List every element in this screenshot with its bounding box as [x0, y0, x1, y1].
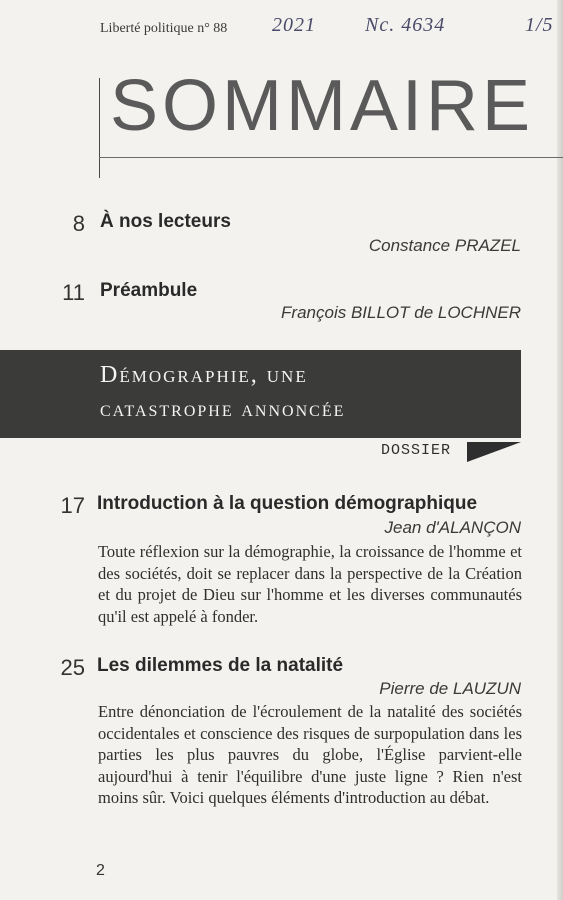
- entry-author: François BILLOT de LOCHNER: [281, 303, 521, 322]
- title-vertical-rule: [99, 78, 100, 178]
- entry-title[interactable]: Préambule: [100, 280, 198, 301]
- page-title: SOMMAIRE: [110, 66, 535, 146]
- entry-author: Constance PRAZEL: [368, 236, 521, 255]
- handwritten-year: 2021: [272, 14, 316, 36]
- article-title[interactable]: Introduction à la question démographique: [97, 493, 478, 514]
- article-summary: Entre dénonciation de l'écroulement de la natalité des sociétés occidentales et conscience des risques de surpopulation dans les parties les plus pauvres du globe, l'Église parvient-elle aujourd'hui à tenir l'équilibre d'une juste ligne ? Rien n'est moins sûr. Voici quelques éléments d'introduction au débat.: [98, 702, 522, 807]
- article-author: Jean d'ALANÇON: [384, 518, 521, 537]
- entry-title[interactable]: À nos lecteurs: [100, 211, 231, 232]
- entry-page-number: 8: [72, 211, 85, 236]
- dossier-tag: DOSSIER: [381, 442, 452, 459]
- article-title[interactable]: Les dilemmes de la natalité: [97, 655, 344, 676]
- handwritten-reference: Nc. 4634: [365, 14, 446, 36]
- section-title-line2: [100, 396, 345, 422]
- article-summary: Toute réflexion sur la démographie, la croissance de l'homme et des sociétés, doit se replacer dans la perspective de la Création et du projet de Dieu sur l'homme et les diverses communautés qu'il est appelé à fonder.: [98, 542, 522, 626]
- page-edge: [557, 0, 563, 900]
- title-horizontal-rule: [99, 157, 563, 158]
- handwritten-fraction: 1/5: [525, 14, 554, 36]
- dossier-flag-icon: [467, 442, 521, 462]
- entry-page-number: 11: [62, 280, 85, 305]
- section-title-line1-text: Démographie, une: [100, 362, 308, 388]
- page-number: 2: [96, 862, 105, 879]
- section-title-line1: [100, 362, 308, 389]
- article-page-number: 17: [60, 493, 85, 518]
- publication-header: Liberté politique n° 88: [100, 21, 228, 36]
- article-author: Pierre de LAUZUN: [379, 679, 521, 698]
- article-page-number: 25: [60, 655, 85, 680]
- section-title-line2-text: catastrophe annoncée: [100, 396, 346, 421]
